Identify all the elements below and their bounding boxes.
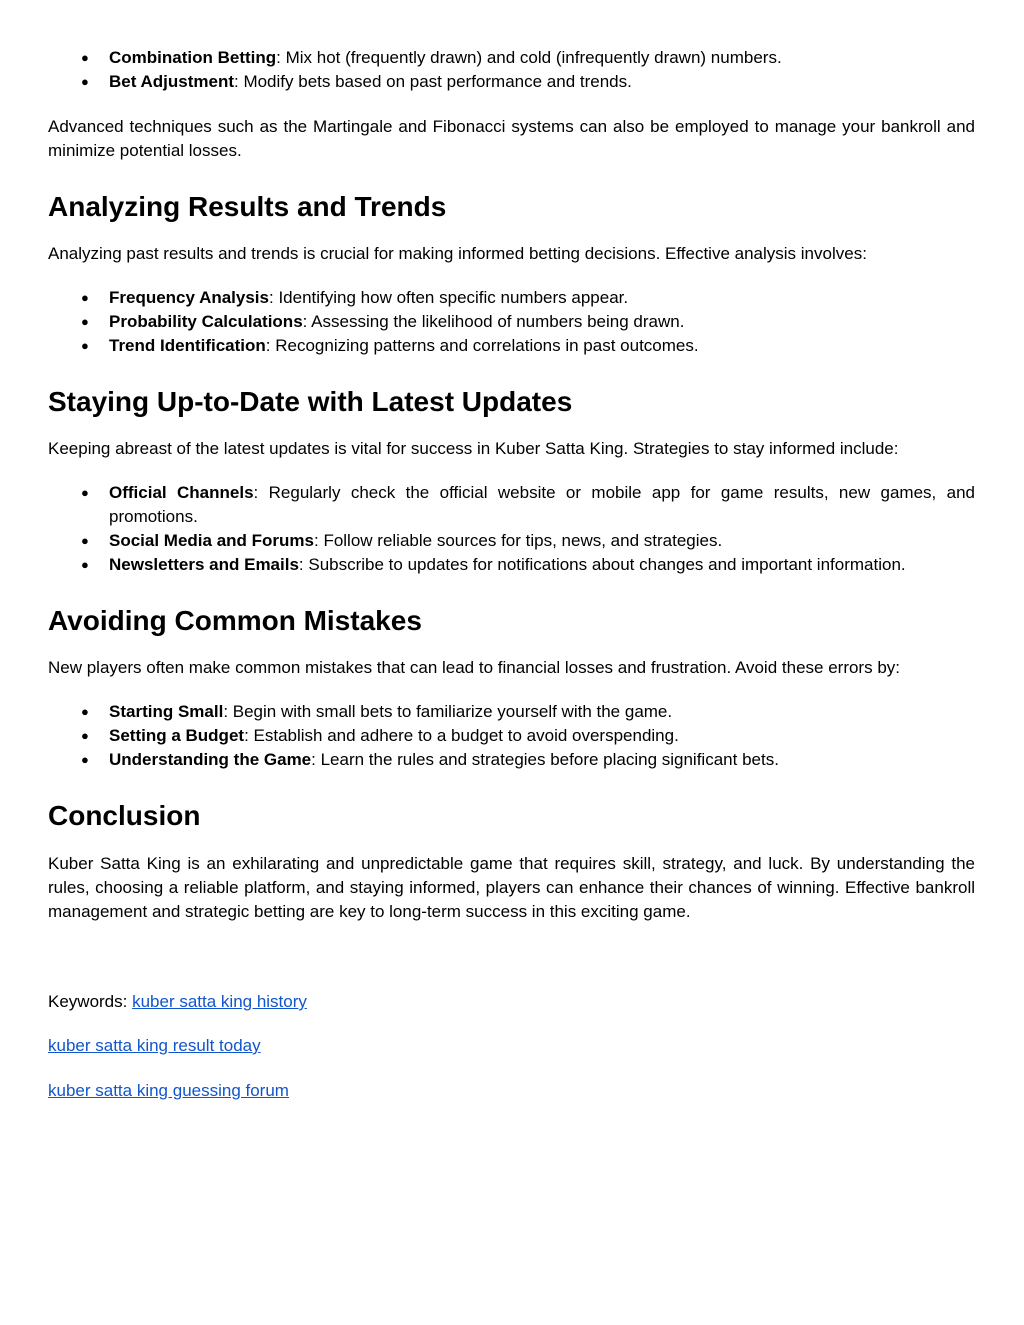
bullet-icon: ● xyxy=(81,290,89,305)
list-item xyxy=(48,310,975,334)
section-heading-staying-up-to-date: Staying Up-to-Date with Latest Updates xyxy=(48,386,573,417)
keywords-line xyxy=(48,990,975,1014)
keywords-label: Keywords: xyxy=(48,992,133,1011)
list-item xyxy=(48,481,975,529)
list-item xyxy=(48,748,975,772)
list-item-term: Bet Adjustment xyxy=(109,72,234,91)
bullet-icon: ● xyxy=(81,485,89,500)
list-item-text: : Follow reliable sources for tips, news, and strategies. xyxy=(314,531,723,550)
list-item-text: : Learn the rules and strategies before placing significant bets. xyxy=(311,750,779,769)
list-item-term: Newsletters and Emails xyxy=(109,555,299,574)
list-item xyxy=(48,529,975,553)
bullet-icon: ● xyxy=(81,314,89,329)
bullet-icon: ● xyxy=(81,50,89,65)
document-page xyxy=(48,46,975,1103)
section-bullet-list xyxy=(48,700,975,772)
list-item xyxy=(48,700,975,724)
list-item xyxy=(48,724,975,748)
list-item xyxy=(48,46,975,70)
list-item-text: : Establish and adhere to a budget to avoid overspending. xyxy=(244,726,679,745)
list-item xyxy=(48,553,975,577)
list-item-text: : Identifying how often specific numbers appear. xyxy=(269,288,629,307)
intro-paragraph: Advanced techniques such as the Martingale and Fibonacci systems can also be employed to manage your bankroll and minimize potential losses. xyxy=(48,117,975,160)
list-item-term: Probability Calculations xyxy=(109,312,303,331)
list-item-term: Understanding the Game xyxy=(109,750,312,769)
conclusion-paragraph: Kuber Satta King is an exhilarating and unpredictable game that requires skill, strategy, and luck. By understanding the rules, choosing a reliable platform, and staying informed, players can enhance their chances of winning. Effective bankroll management and strategic betting are key to long-term success in this exciting game. xyxy=(48,854,975,921)
section-heading-avoiding-mistakes: Avoiding Common Mistakes xyxy=(48,605,422,636)
list-item-term: Combination Betting xyxy=(109,48,277,67)
list-item-text: : Begin with small bets to familiarize yourself with the game. xyxy=(223,702,673,721)
list-item-text: : Subscribe to updates for notifications about changes and important information. xyxy=(298,555,906,574)
section-heading-analyzing: Analyzing Results and Trends xyxy=(48,191,447,222)
keyword-link-result-today[interactable]: kuber satta king result today xyxy=(48,1036,261,1055)
keyword-link-guessing-forum[interactable]: kuber satta king guessing forum xyxy=(48,1081,289,1100)
bullet-icon: ● xyxy=(81,74,89,89)
section-paragraph: Analyzing past results and trends is crucial for making informed betting decisions. Effective analysis involves: xyxy=(48,244,867,263)
bullet-icon: ● xyxy=(81,728,89,743)
list-item-text: : Assessing the likelihood of numbers being drawn. xyxy=(302,312,685,331)
list-item-term: Starting Small xyxy=(109,702,224,721)
keywords-line xyxy=(48,1079,975,1103)
keyword-link-history[interactable]: kuber satta king history xyxy=(132,992,307,1011)
bullet-icon: ● xyxy=(81,752,89,767)
list-item-term: Setting a Budget xyxy=(109,726,245,745)
list-item xyxy=(48,70,975,94)
bullet-icon: ● xyxy=(81,533,89,548)
list-item-text: : Recognizing patterns and correlations in past outcomes. xyxy=(265,336,699,355)
intro-bullet-list xyxy=(48,46,975,94)
section-bullet-list xyxy=(48,286,975,358)
list-item-text: : Mix hot (frequently drawn) and cold (infrequently drawn) numbers. xyxy=(276,48,782,67)
list-item-term: Official Channels xyxy=(109,483,254,502)
list-item-text: : Modify bets based on past performance and trends. xyxy=(234,72,632,91)
list-item-term: Social Media and Forums xyxy=(109,531,314,550)
bullet-icon: ● xyxy=(81,338,89,353)
section-heading-conclusion: Conclusion xyxy=(48,800,201,831)
list-item-term: Trend Identification xyxy=(109,336,266,355)
section-paragraph: New players often make common mistakes that can lead to financial losses and frustration. Avoid these errors by: xyxy=(48,658,900,677)
list-item xyxy=(48,334,975,358)
section-bullet-list xyxy=(48,481,975,577)
list-item-term: Frequency Analysis xyxy=(109,288,269,307)
bullet-icon: ● xyxy=(81,557,89,572)
bullet-icon: ● xyxy=(81,704,89,719)
list-item xyxy=(48,286,975,310)
section-paragraph: Keeping abreast of the latest updates is vital for success in Kuber Satta King. Strategies to stay informed include: xyxy=(48,439,899,458)
keywords-line xyxy=(48,1034,975,1058)
list-item-text: : Regularly check the official website or mobile app for game results, new games, and promotions. xyxy=(109,483,975,526)
